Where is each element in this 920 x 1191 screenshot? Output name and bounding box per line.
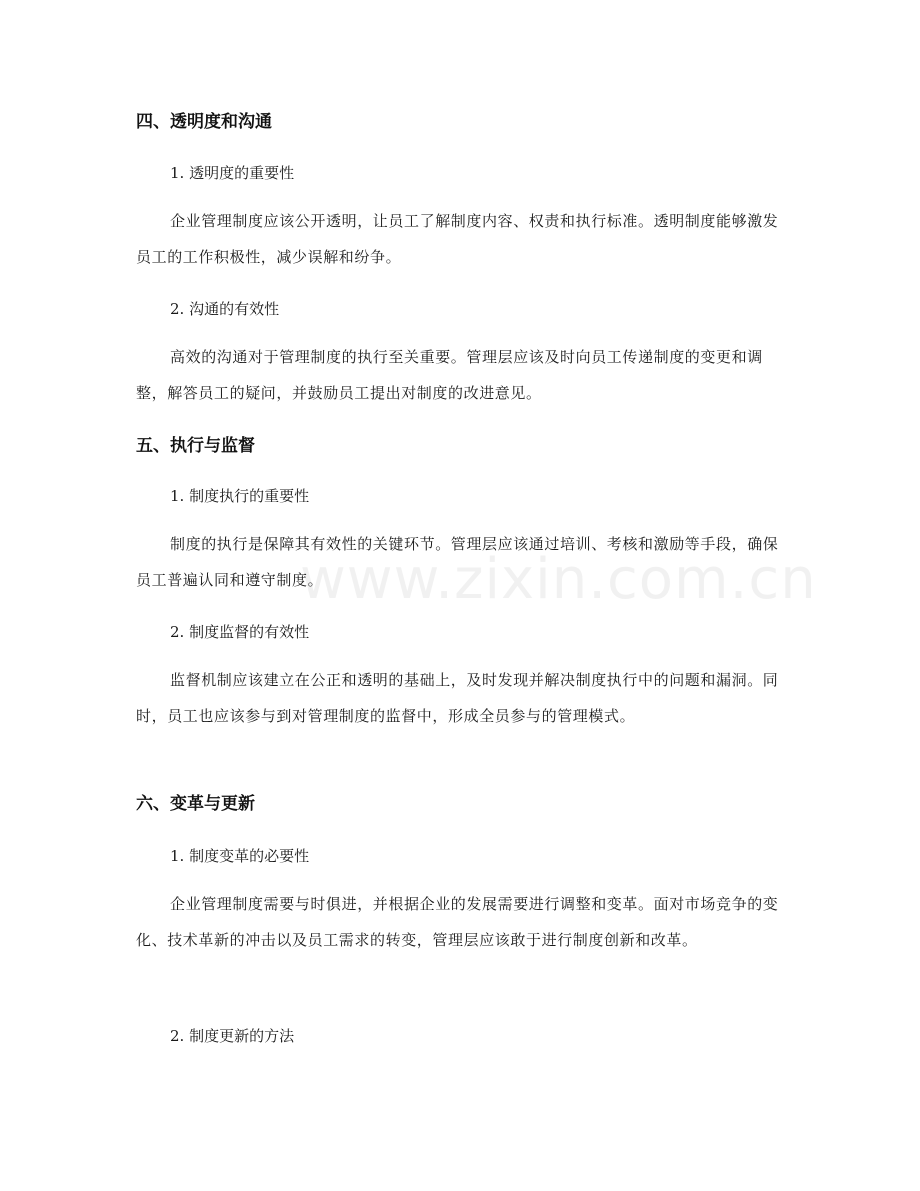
section-heading-transparency: 四、透明度和沟通 [136, 112, 272, 132]
paragraph-communication-effectiveness: 高效的沟通对于管理制度的执行至关重要。管理层应该及时向员工传递制度的变更和调整，解答员工的疑问，并鼓励员工提出对制度的改进意见。 [136, 348, 763, 402]
watermark: www.zixin.com.cn [300, 547, 817, 612]
subheading-execution-importance: 1. 制度执行的重要性 [170, 487, 310, 505]
subheading-supervision-effectiveness: 2. 制度监督的有效性 [170, 623, 310, 641]
paragraph-transparency-importance: 企业管理制度应该公开透明，让员工了解制度内容、权责和执行标准。透明制度能够激发员工的工作积极性，减少误解和纷争。 [136, 212, 779, 266]
section-heading-execution-supervision: 五、执行与监督 [136, 436, 255, 456]
subheading-transparency-importance: 1. 透明度的重要性 [170, 164, 295, 182]
subheading-update-methods: 2. 制度更新的方法 [170, 1027, 295, 1045]
paragraph-reform-necessity: 企业管理制度需要与时俱进，并根据企业的发展需要进行调整和变革。面对市场竞争的变化、技术革新的冲击以及员工需求的转变，管理层应该敢于进行制度创新和改革。 [136, 895, 779, 949]
subheading-reform-necessity: 1. 制度变革的必要性 [170, 847, 310, 865]
subheading-communication-effectiveness: 2. 沟通的有效性 [170, 300, 280, 318]
paragraph-supervision-effectiveness: 监督机制应该建立在公正和透明的基础上，及时发现并解决制度执行中的问题和漏洞。同时，员工也应该参与到对管理制度的监督中，形成全员参与的管理模式。 [136, 671, 779, 725]
section-heading-reform-update: 六、变革与更新 [136, 794, 255, 814]
paragraph-execution-importance: 制度的执行是保障其有效性的关键环节。管理层应该通过培训、考核和激励等手段，确保员工普遍认同和遵守制度。 [136, 535, 779, 589]
